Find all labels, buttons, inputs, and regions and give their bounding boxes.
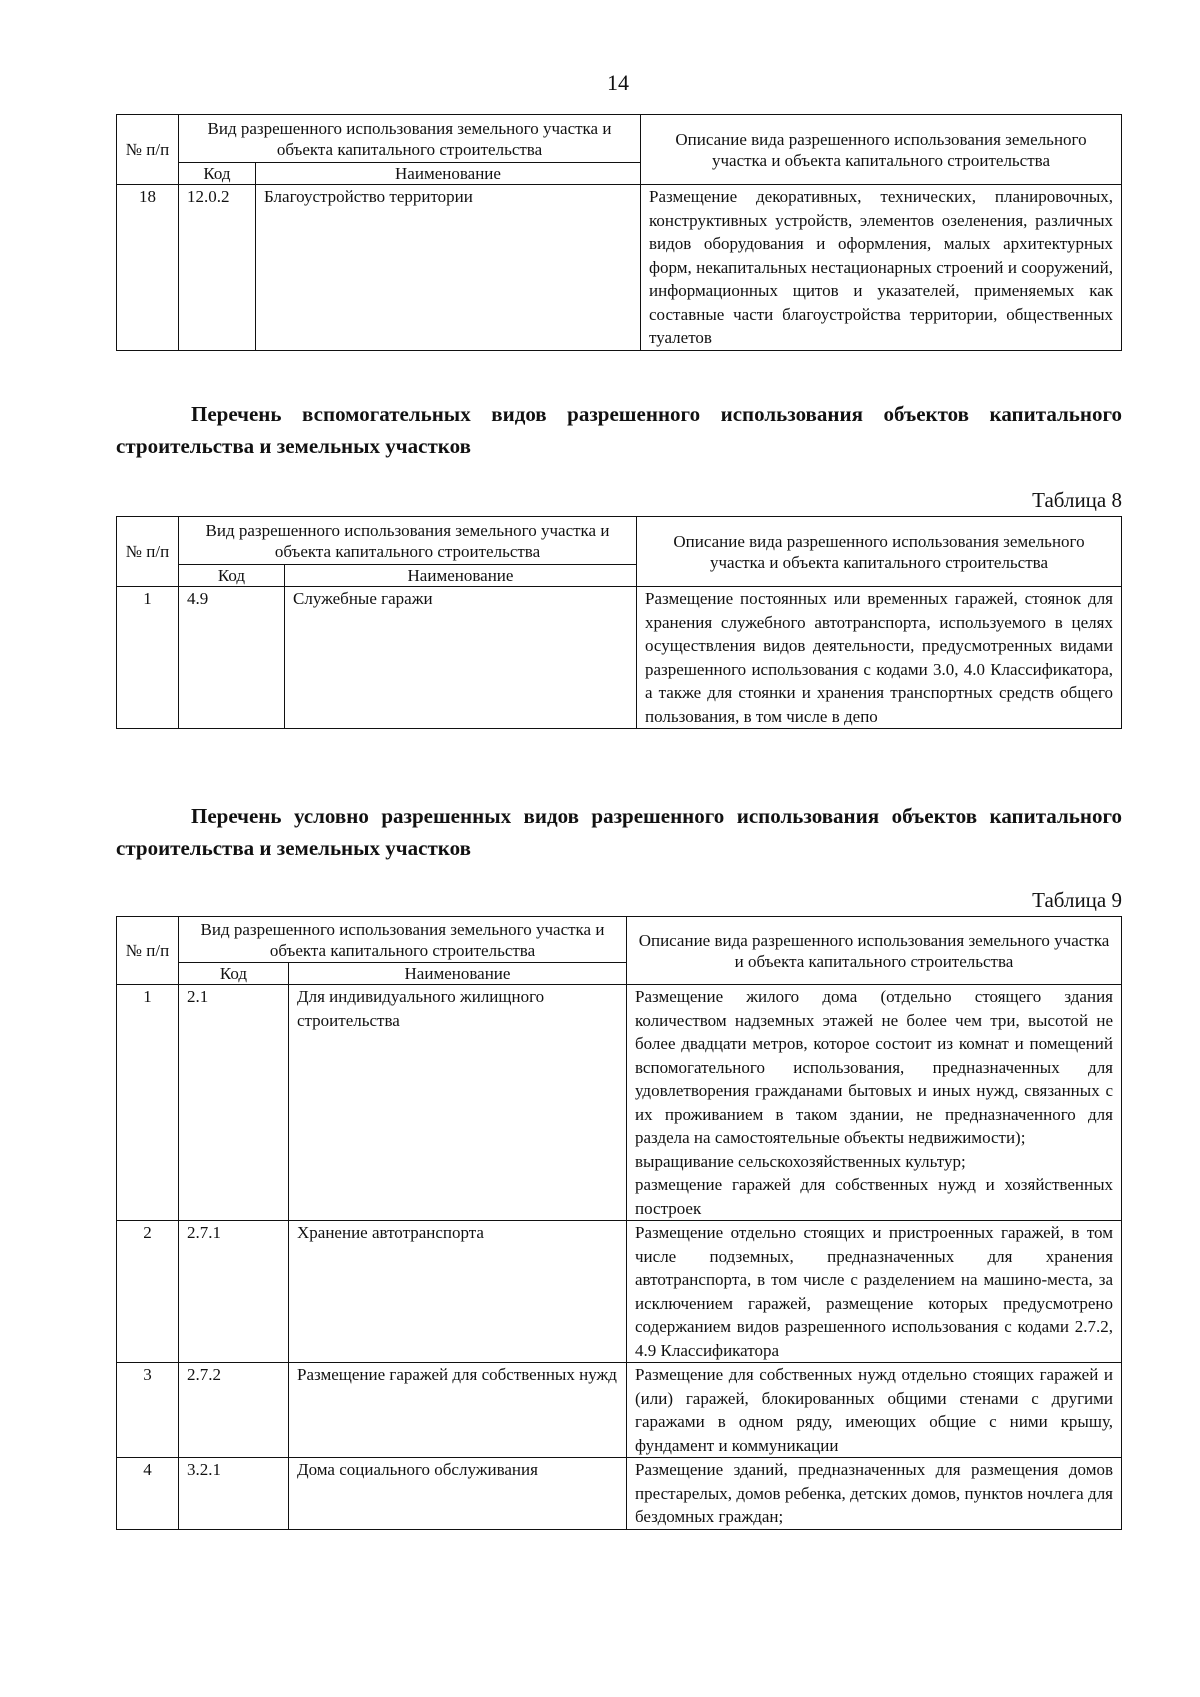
header-num: № п/п bbox=[117, 917, 179, 985]
table-row bbox=[117, 1363, 1122, 1458]
row-num: 18 bbox=[117, 185, 179, 351]
header-num: № п/п bbox=[117, 517, 179, 587]
header-code: Код bbox=[179, 163, 256, 185]
row-num: 1 bbox=[117, 985, 179, 1221]
table-caption-9: Таблица 9 bbox=[1032, 888, 1122, 912]
header-code: Код bbox=[179, 565, 285, 587]
row-name: Дома социального обслуживания bbox=[289, 1458, 627, 1530]
section-heading-auxiliary: Перечень вспомогательных видов разрешенного использования объектов капитального строительства и земельных участков bbox=[116, 402, 1122, 458]
row-name: Для индивидуального жилищного строительства bbox=[289, 985, 627, 1221]
table-row bbox=[117, 185, 1122, 351]
row-num: 1 bbox=[117, 587, 179, 729]
row-code: 2.7.1 bbox=[179, 1221, 289, 1363]
row-code: 12.0.2 bbox=[179, 185, 256, 351]
row-description: Размещение постоянных или временных гаражей, стоянок для хранения служебного автотранспорта, используемого в целях осуществления видов деятельности, предусмотренных видами разрешенного использования с кодами 3.0, 4.0 Классификатора, а также для стоянки и хранения транспортных средств общего пользования, в том числе в депо bbox=[637, 587, 1122, 729]
header-num: № п/п bbox=[117, 115, 179, 185]
header-name: Наименование bbox=[256, 163, 641, 185]
row-description: Размещение отдельно стоящих и пристроенных гаражей, в том числе подземных, предназначенных для хранения автотранспорта, в том числе с разделением на машино-места, за исключением гаражей, размещение которых предусмотрено содержанием видов разрешенного использования с кодами 2.7.2, 4.9 Классификатора bbox=[627, 1221, 1122, 1363]
row-name: Размещение гаражей для собственных нужд bbox=[289, 1363, 627, 1458]
row-description bbox=[627, 985, 1122, 1221]
header-vid-group: Вид разрешенного использования земельного участка и объекта капитального строительства bbox=[179, 917, 627, 963]
row-description: Размещение декоративных, технических, планировочных, конструктивных устройств, элементов озеленения, различных видов оборудования и оформления, малых архитектурных форм, некапитальных нестационарных строений и сооружений, информационных щитов и указателей, применяемых как составные части благоустройства территории, общественных туалетов bbox=[641, 185, 1122, 351]
section-heading-conditional: Перечень условно разрешенных видов разрешенного использования объектов капитального строительства и земельных участков bbox=[116, 804, 1122, 860]
header-vid-group: Вид разрешенного использования земельного участка и объекта капитального строительства bbox=[179, 517, 637, 565]
header-name: Наименование bbox=[289, 963, 627, 985]
header-description: Описание вида разрешенного использования земельного участка и объекта капитального строительства bbox=[637, 517, 1122, 587]
table-row bbox=[117, 1458, 1122, 1530]
table-row bbox=[117, 587, 1122, 729]
row-code: 4.9 bbox=[179, 587, 285, 729]
header-vid-group: Вид разрешенного использования земельного участка и объекта капитального строительства bbox=[179, 115, 641, 163]
row-name: Благоустройство территории bbox=[256, 185, 641, 351]
page-number: 14 bbox=[607, 70, 629, 95]
row-name: Хранение автотранспорта bbox=[289, 1221, 627, 1363]
row-code: 3.2.1 bbox=[179, 1458, 289, 1530]
table-9 bbox=[116, 916, 1122, 1530]
row-description: Размещение для собственных нужд отдельно стоящих гаражей и (или) гаражей, блокированных общими стенами с другими гаражами в одном ряду, имеющих общие с ними крышу, фундамент и коммуникации bbox=[627, 1363, 1122, 1458]
row-description-line: Размещение жилого дома (отдельно стоящего здания количеством надземных этажей не более чем три, высотой не более двадцати метров, которое состоит из комнат и помещений вспомогательного использования, предназначенных для удовлетворения гражданами бытовых и иных нужд, связанных с их проживанием в таком здании, не предназначенного для раздела на самостоятельные объекты недвижимости); bbox=[635, 987, 1113, 1147]
header-description: Описание вида разрешенного использования земельного участка и объекта капитального строительства bbox=[641, 115, 1122, 185]
row-code: 2.1 bbox=[179, 985, 289, 1221]
row-num: 2 bbox=[117, 1221, 179, 1363]
row-description: Размещение зданий, предназначенных для размещения домов престарелых, домов ребенка, детских домов, пунктов ночлега для бездомных граждан; bbox=[627, 1458, 1122, 1530]
table-caption-8: Таблица 8 bbox=[1032, 488, 1122, 512]
row-name: Служебные гаражи bbox=[285, 587, 637, 729]
table-main-continued bbox=[116, 114, 1122, 351]
header-code: Код bbox=[179, 963, 289, 985]
row-num: 3 bbox=[117, 1363, 179, 1458]
row-num: 4 bbox=[117, 1458, 179, 1530]
row-description-line: выращивание сельскохозяйственных культур; bbox=[635, 1151, 966, 1171]
row-description-line: размещение гаражей для собственных нужд и хозяйственных построек bbox=[635, 1175, 1113, 1218]
row-code: 2.7.2 bbox=[179, 1363, 289, 1458]
table-row bbox=[117, 985, 1122, 1221]
header-description: Описание вида разрешенного использования земельного участка и объекта капитального строительства bbox=[627, 917, 1122, 985]
table-row bbox=[117, 1221, 1122, 1363]
header-name: Наименование bbox=[285, 565, 637, 587]
table-8 bbox=[116, 516, 1122, 729]
